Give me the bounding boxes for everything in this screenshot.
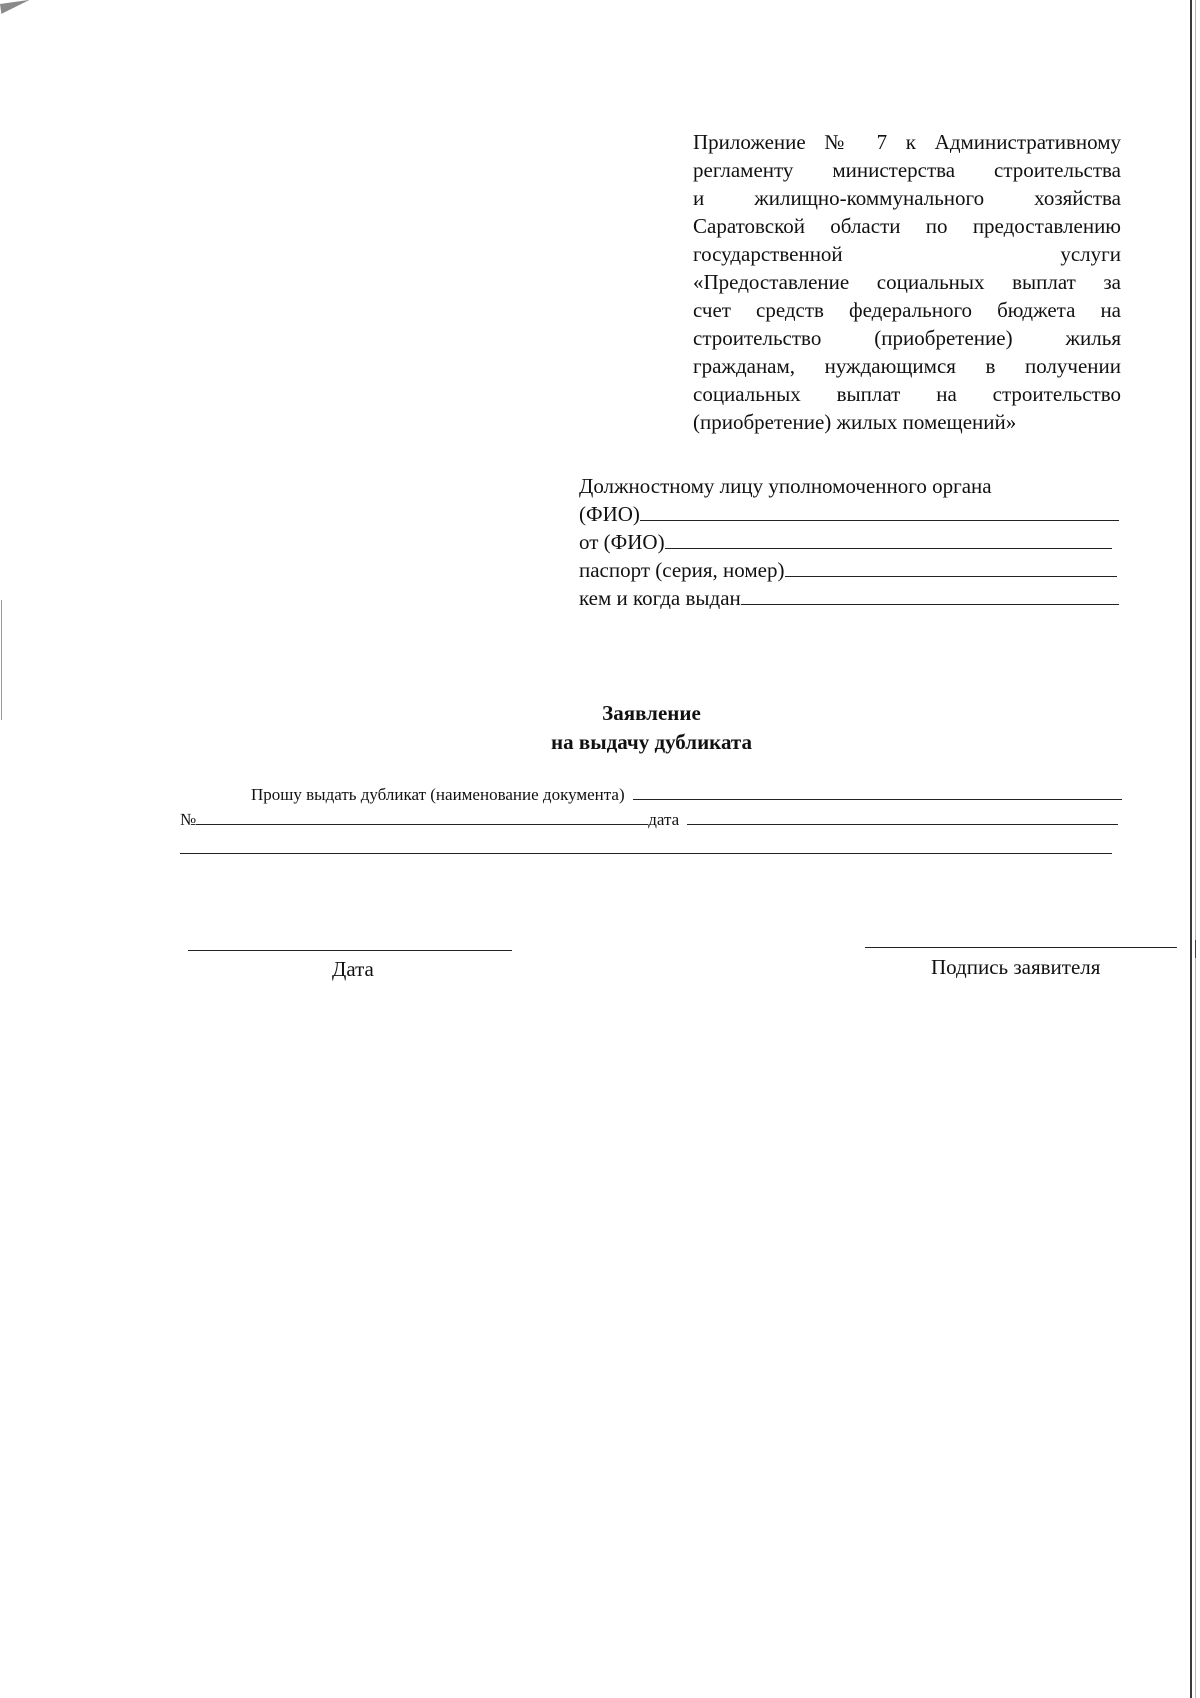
appendix-line: и жилищно-коммунального хозяйства — [693, 186, 1121, 210]
appendix-line: социальных выплат на строительство — [693, 382, 1121, 406]
document-number-field[interactable] — [196, 824, 648, 825]
addressee-fio-field[interactable] — [640, 519, 1119, 521]
request-text: Прошу выдать дубликат (наименование документа) — [251, 785, 625, 804]
document-subtitle: на выдачу дубликата — [551, 730, 752, 754]
scan-tick-artifact — [1195, 940, 1196, 958]
appendix-line: Саратовской области по предоставлению — [693, 214, 1121, 238]
appendix-line: регламенту министерства строительства — [693, 158, 1121, 182]
addressee-fio-label: (ФИО) — [579, 502, 640, 526]
applicant-signature-label: Подпись заявителя — [931, 955, 1101, 979]
appendix-line: счет средств федерального бюджета на — [693, 298, 1121, 322]
appendix-line: Приложение № 7 к Административному — [693, 130, 1121, 154]
scan-edge-artifact — [1190, 0, 1192, 1698]
request-row — [251, 784, 1122, 806]
addressee-fio-row — [579, 500, 1119, 528]
number-date-row — [180, 809, 1118, 831]
passport-label: паспорт (серия, номер) — [579, 558, 785, 582]
applicant-fio-row — [579, 528, 1119, 556]
document-date-field[interactable] — [687, 824, 1118, 825]
date-signature-line[interactable] — [188, 950, 512, 951]
document-name-field[interactable] — [633, 799, 1122, 800]
appendix-line: гражданам, нуждающимся в получении — [693, 354, 1121, 378]
applicant-signature-line[interactable] — [865, 947, 1177, 948]
passport-field[interactable] — [785, 575, 1118, 577]
applicant-fio-label: от (ФИО) — [579, 530, 665, 554]
addressee-official-row — [579, 472, 1119, 500]
appendix-line: строительство (приобретение) жилья — [693, 326, 1121, 350]
appendix-block — [693, 128, 1121, 436]
applicant-fio-field[interactable] — [665, 547, 1112, 549]
addressee-official-label: Должностному лицу уполномоченного органа — [579, 474, 992, 498]
passport-row — [579, 556, 1119, 584]
scan-corner-artifact — [0, 0, 31, 14]
appendix-line: «Предоставление социальных выплат за — [693, 270, 1121, 294]
appendix-line: (приобретение) жилых помещений» — [693, 410, 1017, 434]
issued-field[interactable] — [741, 603, 1119, 605]
addressee-block — [579, 472, 1119, 612]
issued-row — [579, 584, 1119, 612]
additional-info-field[interactable] — [180, 853, 1112, 854]
scan-edge-faint-artifact — [1195, 0, 1196, 1698]
appendix-line: государственной услуги — [693, 242, 1121, 266]
date-signature-label: Дата — [332, 957, 374, 981]
number-label: № — [180, 810, 197, 829]
date-label: дата — [648, 810, 680, 829]
issued-label: кем и когда выдан — [579, 586, 741, 610]
document-title: Заявление — [602, 701, 701, 725]
